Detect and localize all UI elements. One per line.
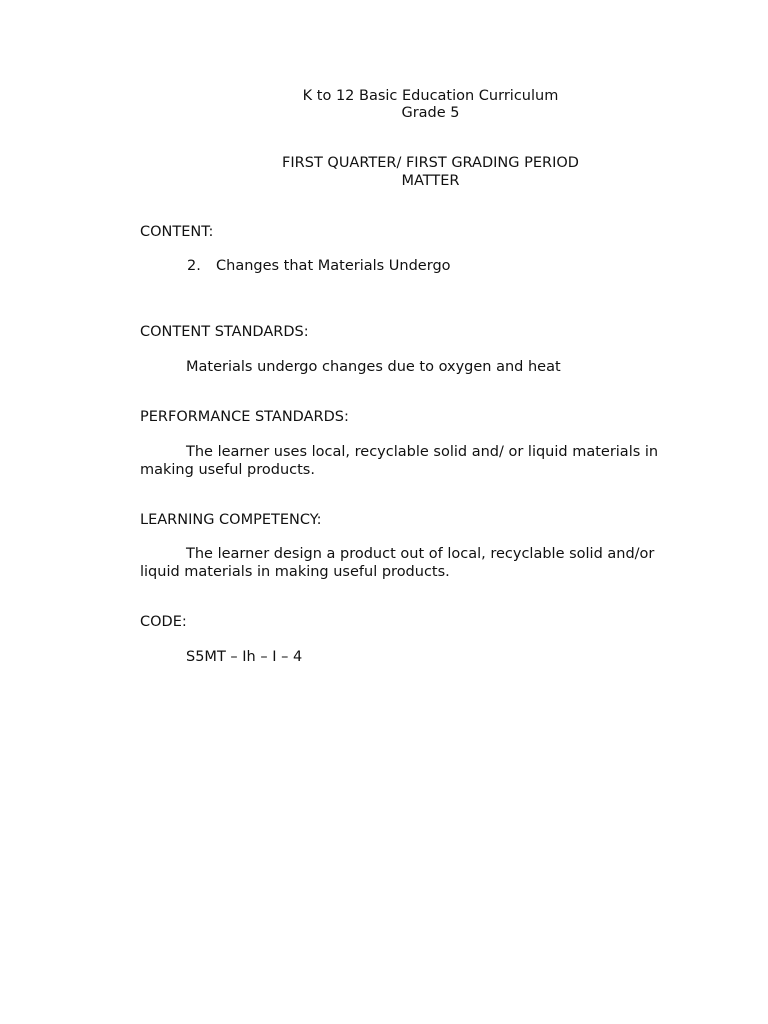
content-heading: CONTENT:: [140, 224, 214, 240]
code-heading: CODE:: [140, 614, 187, 630]
grade-title: Grade 5: [401, 105, 460, 121]
content-item-text: Changes that Materials Undergo: [216, 258, 451, 274]
content-standards-heading: CONTENT STANDARDS:: [140, 324, 309, 340]
performance-standards-heading: PERFORMANCE STANDARDS:: [140, 409, 349, 425]
learning-competency-text: The learner design a product out of local, recyclable solid and/or liquid materials in making useful products.: [140, 546, 655, 580]
learning-competency-heading: LEARNING COMPETENCY:: [140, 512, 322, 528]
topic-title: MATTER: [401, 173, 460, 189]
performance-standards-text: The learner uses local, recyclable solid and/ or liquid materials in making useful products.: [140, 444, 659, 478]
quarter-title: FIRST QUARTER/ FIRST GRADING PERIOD: [282, 155, 579, 171]
code-text: S5MT – Ih – I – 4: [186, 649, 303, 665]
content-standards-text: Materials undergo changes due to oxygen and heat: [186, 359, 561, 375]
curriculum-title: K to 12 Basic Education Curriculum: [302, 88, 559, 104]
content-item-number: 2.: [187, 258, 201, 274]
